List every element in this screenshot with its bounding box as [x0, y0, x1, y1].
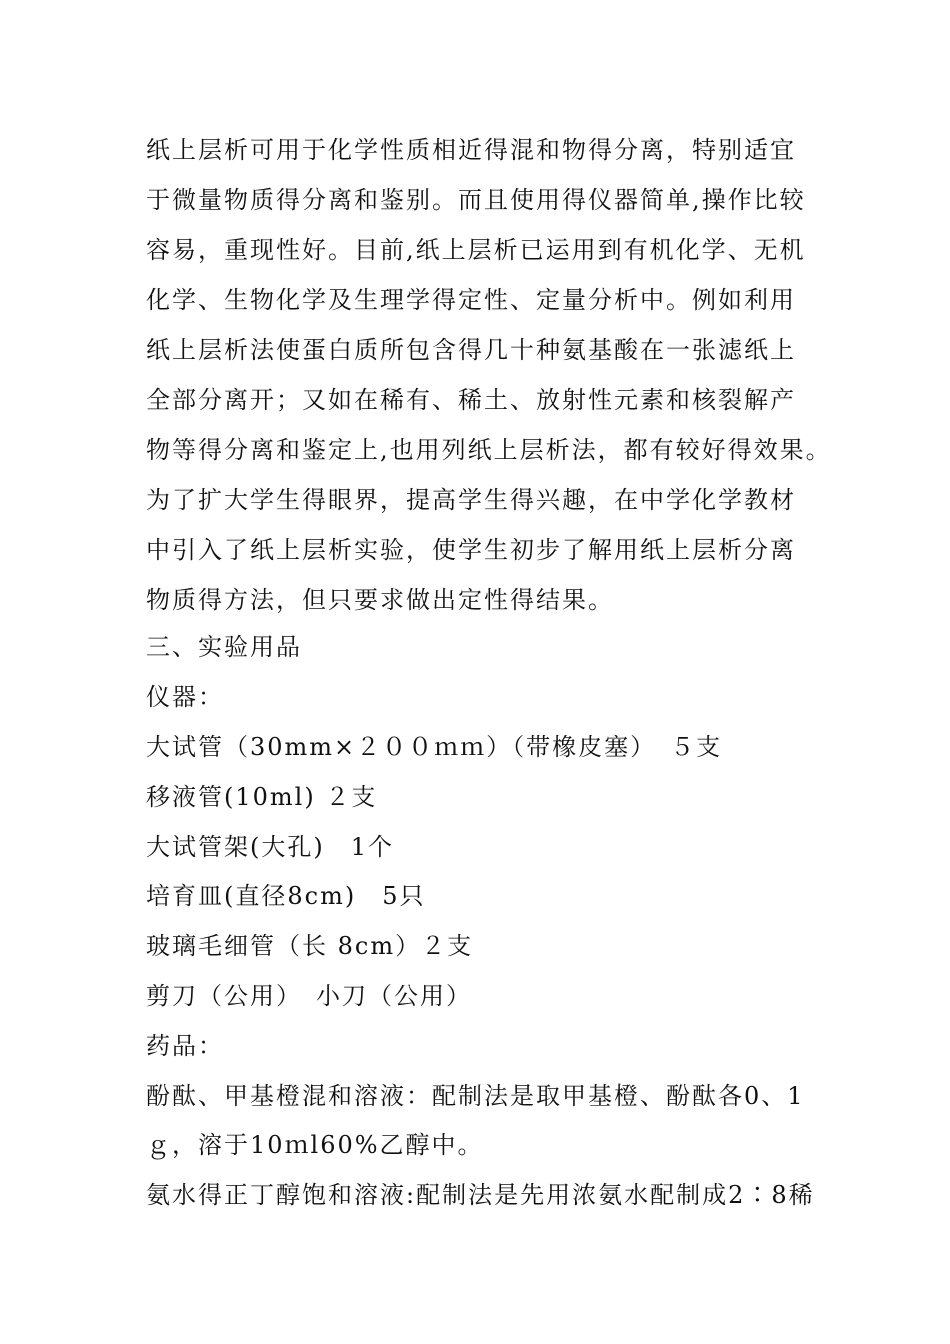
subheading-instruments: 仪器： [146, 683, 224, 711]
list-item: 剪刀（公用） 小刀（公用） [146, 982, 472, 1010]
paragraph-line: 全部分离开；又如在稀有、稀土、放射性元素和核裂解产 [146, 386, 796, 414]
paragraph-line: 物质得方法，但只要求做出定性得结果。 [146, 586, 614, 614]
paragraph-line: ｇ，溶于10ｍl60%乙醇中。 [146, 1131, 484, 1159]
paragraph-line: 于微量物质得分离和鉴别。而且使用得仪器简单,操作比较 [146, 186, 806, 214]
paragraph-line: 酚酞、甲基橙混和溶液：配制法是取甲基橙、酚酞各0、1 [146, 1082, 805, 1110]
paragraph-line: 中引入了纸上层析实验，使学生初步了解用纸上层析分离 [146, 536, 796, 564]
paragraph-line: 容易，重现性好。目前,纸上层析已运用到有机化学、无机 [146, 236, 806, 264]
paragraph-line: 为了扩大学生得眼界，提高学生得兴趣，在中学化学教材 [146, 486, 796, 514]
list-item: 移液管(10ml) ２支 [146, 783, 378, 811]
paragraph-line: 纸上层析法使蛋白质所包含得几十种氨基酸在一张滤纸上 [146, 336, 796, 364]
paragraph-line: 纸上层析可用于化学性质相近得混和物得分离，特别适宜 [146, 136, 796, 164]
list-item: 大试管架(大孔) 1个 [146, 833, 394, 861]
section-heading: 三、实验用品 [146, 633, 302, 661]
list-item: 大试管（30mm×２００ｍｍ）（带橡皮塞） ５支 [146, 733, 723, 761]
list-item: 培育皿(直径8cm) 5只 [146, 882, 426, 910]
paragraph-line: 物等得分离和鉴定上,也用列纸上层析法，都有较好得效果。 [146, 436, 832, 464]
subheading-reagents: 药品： [146, 1032, 224, 1060]
list-item: 玻璃毛细管（长 8cm）２支 [146, 932, 474, 960]
paragraph-line: 化学、生物化学及生理学得定性、定量分析中。例如利用 [146, 286, 796, 314]
paragraph-line: 氨水得正丁醇饱和溶液:配制法是先用浓氨水配制成2∶8稀 [146, 1181, 815, 1209]
